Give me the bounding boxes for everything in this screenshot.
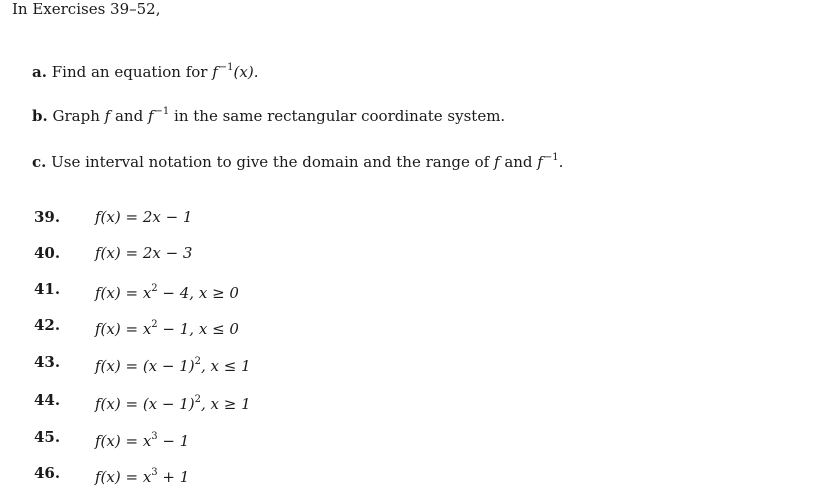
exercise-number: 44. bbox=[34, 391, 61, 409]
exercise-expression: f(x) = 2x − 1 bbox=[95, 208, 193, 226]
part-text-end: . bbox=[558, 153, 564, 171]
expression-rest: , x ≥ 1 bbox=[201, 395, 251, 413]
function-symbol: f bbox=[212, 63, 218, 81]
instruction-b bbox=[32, 102, 505, 126]
intro-text: In Exercises 39–52, bbox=[12, 0, 161, 18]
inverse-exponent: −1 bbox=[543, 152, 559, 163]
part-letter: a. bbox=[32, 63, 47, 81]
exercise-number: 39. bbox=[34, 208, 61, 226]
expression-rest: − 1, x ≤ 0 bbox=[157, 320, 239, 338]
expression-power: 2 bbox=[194, 356, 202, 367]
exercise-expression: f(x) = 2x − 3 bbox=[95, 244, 193, 262]
part-text: Graph bbox=[52, 107, 105, 125]
exercise-expression bbox=[95, 463, 189, 487]
expression-power: 2 bbox=[151, 319, 158, 330]
expression-base: f(x) = x bbox=[95, 320, 152, 338]
part-text-mid: and bbox=[499, 153, 538, 171]
expression-power: 3 bbox=[151, 467, 158, 478]
part-text: Use interval notation to give the domain and the range of bbox=[51, 153, 494, 171]
expression-base: f(x) = (x − 1) bbox=[95, 395, 195, 413]
expression-rest: , x ≤ 1 bbox=[201, 357, 251, 375]
exercise-expression bbox=[95, 390, 251, 414]
part-letter: b. bbox=[32, 107, 48, 125]
exercise-expression bbox=[95, 352, 251, 376]
exercise-number: 43. bbox=[34, 353, 61, 371]
function-symbol-2: f bbox=[537, 153, 543, 171]
function-symbol: f bbox=[104, 107, 111, 125]
exercise-expression bbox=[95, 279, 239, 303]
expression-base: f(x) = x bbox=[95, 468, 152, 486]
expression-power: 2 bbox=[194, 394, 202, 405]
exercise-expression bbox=[95, 427, 189, 451]
exercise-number: 41. bbox=[34, 280, 61, 298]
inverse-exponent: −1 bbox=[218, 62, 234, 73]
expression-power: 3 bbox=[151, 431, 158, 442]
exercise-number: 40. bbox=[34, 244, 61, 262]
exercise-number: 46. bbox=[34, 464, 61, 482]
part-text-mid: and bbox=[110, 107, 148, 125]
expression-rest: − 4, x ≥ 0 bbox=[157, 284, 239, 302]
part-text-end: in the same rectangular coordinate system. bbox=[169, 107, 506, 125]
part-letter: c. bbox=[32, 153, 47, 171]
function-symbol: f bbox=[493, 153, 500, 171]
expression-rest: − 1 bbox=[157, 432, 190, 450]
function-symbol-2: f bbox=[147, 107, 154, 125]
expression-base: f(x) = (x − 1) bbox=[95, 357, 195, 375]
exercise-expression bbox=[95, 315, 239, 339]
expression-base: f(x) = x bbox=[95, 284, 152, 302]
exercise-number: 42. bbox=[34, 316, 61, 334]
inverse-exponent: −1 bbox=[154, 106, 170, 117]
instruction-c bbox=[32, 148, 563, 172]
instruction-a bbox=[32, 58, 258, 82]
expression-base: f(x) = x bbox=[95, 432, 152, 450]
exercise-number: 45. bbox=[34, 428, 61, 446]
expression-rest: + 1 bbox=[157, 468, 190, 486]
expression-power: 2 bbox=[151, 283, 158, 294]
part-text-end: (x). bbox=[233, 63, 259, 81]
part-text: Find an equation for bbox=[51, 63, 213, 81]
